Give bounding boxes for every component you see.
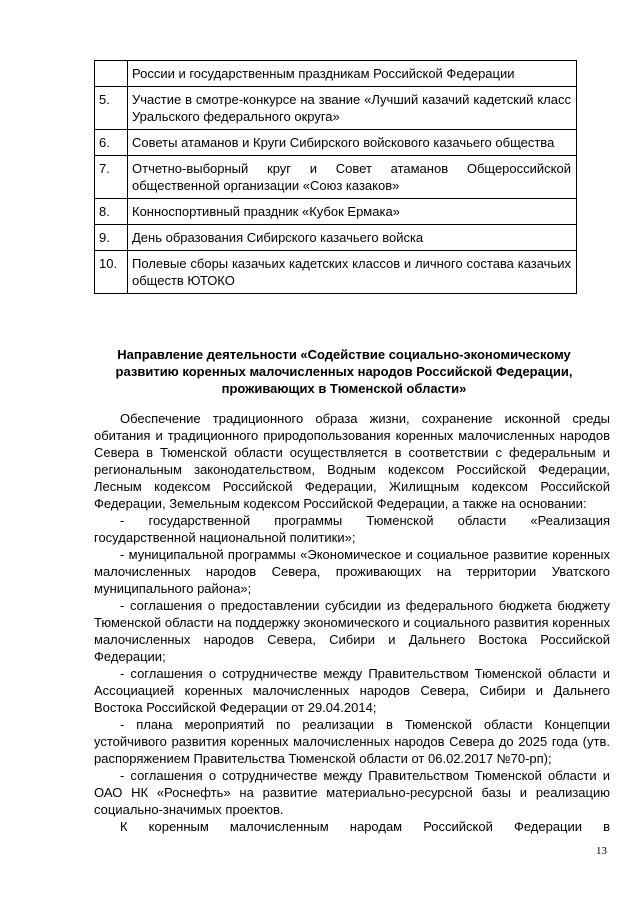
table-row [95,199,577,225]
events-table [94,60,577,294]
row-number: 8. [95,199,128,225]
row-text: Советы атаманов и Круги Сибирского войскового казачьего общества [128,130,577,156]
paragraph: - соглашения о предоставлении субсидии из федерального бюджета бюджету Тюменской области на поддержку экономического и социального развития коренных малочисленных народов Севера, Сибири и Дальнего Востока Российской Федерации; [94,598,610,664]
table-row [95,87,577,130]
row-number: 5. [95,87,128,130]
paragraph: - плана мероприятий по реализации в Тюменской области Концепции устойчивого развития коренных малочисленных народов Севера до 2025 года (утв. распоряжением Правительства Тюменской области от 06.02.2017 №70-рп); [94,717,610,766]
table-row [95,225,577,251]
row-text: России и государственным праздникам Российской Федерации [128,61,577,87]
paragraph: К коренным малочисленным народам Российской Федерации в [120,819,610,834]
row-text: Отчетно-выборный круг и Совет атаманов Общероссийской общественной организации «Союз казаков» [128,156,577,199]
row-number: 7. [95,156,128,199]
row-text: Участие в смотре-конкурсе на звание «Лучший казачий кадетский класс Уральского федерального округа» [128,87,577,130]
paragraph: Обеспечение традиционного образа жизни, сохранение исконной среды обитания и традиционного природопользования коренных малочисленных народов Севера в Тюменской области осуществляется в соответствии с федеральным и региональным законодательством, Водным кодексом Российской Федерации, Лесным кодексом Российской Федерации, Жилищным кодексом Российской Федерации, Земельным кодексом Российской Федерации, а также на основании: [94,411,610,511]
page-number: 13 [596,845,607,857]
paragraph: - муниципальной программы «Экономическое и социальное развитие коренных малочисленных народов Севера, проживающих на территории Уватского муниципального района»; [94,547,610,596]
row-number [95,61,128,87]
row-text: Полевые сборы казачьих кадетских классов и личного состава казачьих обществ ЮТОКО [128,251,577,294]
table-row [95,130,577,156]
row-number: 6. [95,130,128,156]
row-number: 10. [95,251,128,294]
table-row [95,156,577,199]
table-row [95,251,577,294]
row-text: День образования Сибирского казачьего войска [128,225,577,251]
paragraph: - соглашения о сотрудничестве между Правительством Тюменской области и ОАО НК «Роснефть» на развитие материально-ресурсной базы и реализацию социально-значимых проектов. [94,768,610,817]
paragraph: - соглашения о сотрудничестве между Правительством Тюменской области и Ассоциацией коренных малочисленных народов Севера, Сибири и Дальнего Востока Российской Федерации от 29.04.2014; [94,666,610,715]
section-heading: Направление деятельности «Содействие социально-экономическому развитию коренных малочисленных народов Российской Федерации, проживающих в Тюменской области» [115,347,573,396]
table-row [95,61,577,87]
body-text [94,410,610,835]
row-text: Конноспортивный праздник «Кубок Ермака» [128,199,577,225]
paragraph: - государственной программы Тюменской области «Реализация государственной национальной политики»; [94,513,610,545]
row-number: 9. [95,225,128,251]
